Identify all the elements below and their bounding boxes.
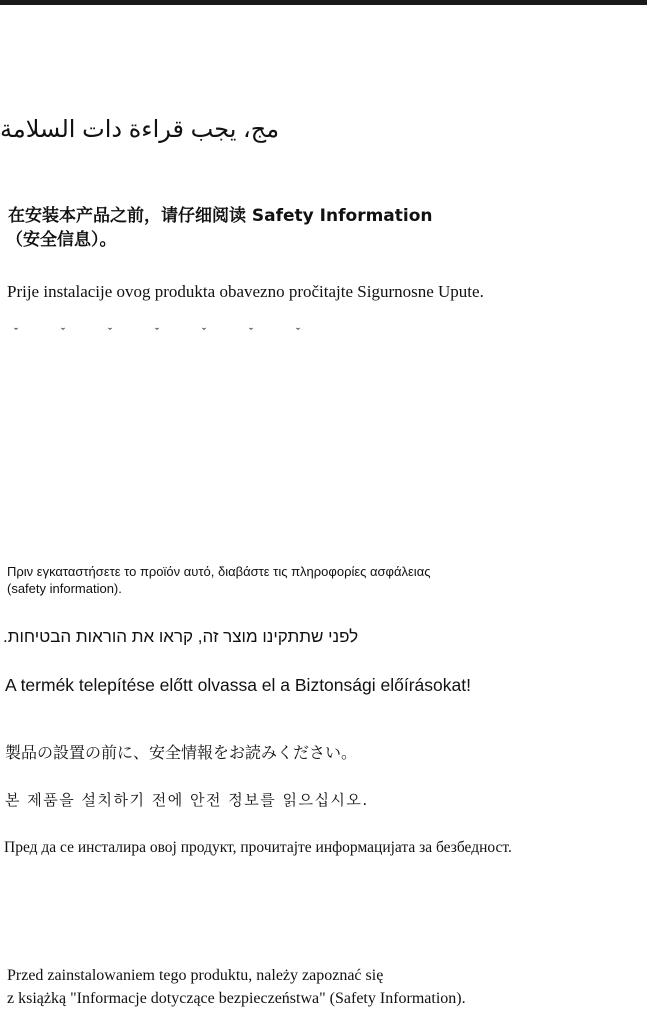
notice-hebrew: לפני שתתקינו מוצר זה, קראו את הוראות הבטיחות.: [3, 627, 359, 646]
notice-greek-line2: (safety information).: [7, 581, 122, 596]
notice-chinese-line2: （安全信息）。: [6, 230, 117, 250]
notice-czech-fragment: ˇ ˇ ˇ ˇ ˇ ˇ ˇ: [14, 325, 300, 339]
notice-croatian: Prije instalacije ovog produkta obavezno pročitajte Sigurnosne Upute.: [7, 282, 484, 301]
notice-hungarian: A termék telepítése előtt olvassa el a Biztonsági előírásokat!: [5, 675, 471, 695]
notice-japanese: 製品の設置の前に、安全情報をお読みください。: [5, 743, 358, 762]
notice-arabic: مج، يجب قراءة دات السلامة: [0, 116, 280, 143]
notice-macedonian: Пред да се инсталира овој продукт, прочитајте информацијата за безбедност.: [4, 839, 512, 856]
notice-korean: 본 제품을 설치하기 전에 안전 정보를 읽으십시오.: [5, 791, 369, 809]
notice-polish-line2: z książką "Informacje dotyczące bezpieczeństwa" (Safety Information).: [7, 990, 466, 1007]
notice-polish-line1: Przed zainstalowaniem tego produktu, należy zapoznać się: [7, 967, 384, 984]
notice-chinese-line1: 在安装本产品之前，请仔细阅读 Safety Information: [8, 206, 433, 226]
top-rule: [0, 0, 647, 5]
notice-greek-line1: Πριν εγκαταστήσετε το προϊόν αυτό, διαβάστε τις πληροφορίες ασφάλειας: [7, 564, 431, 579]
